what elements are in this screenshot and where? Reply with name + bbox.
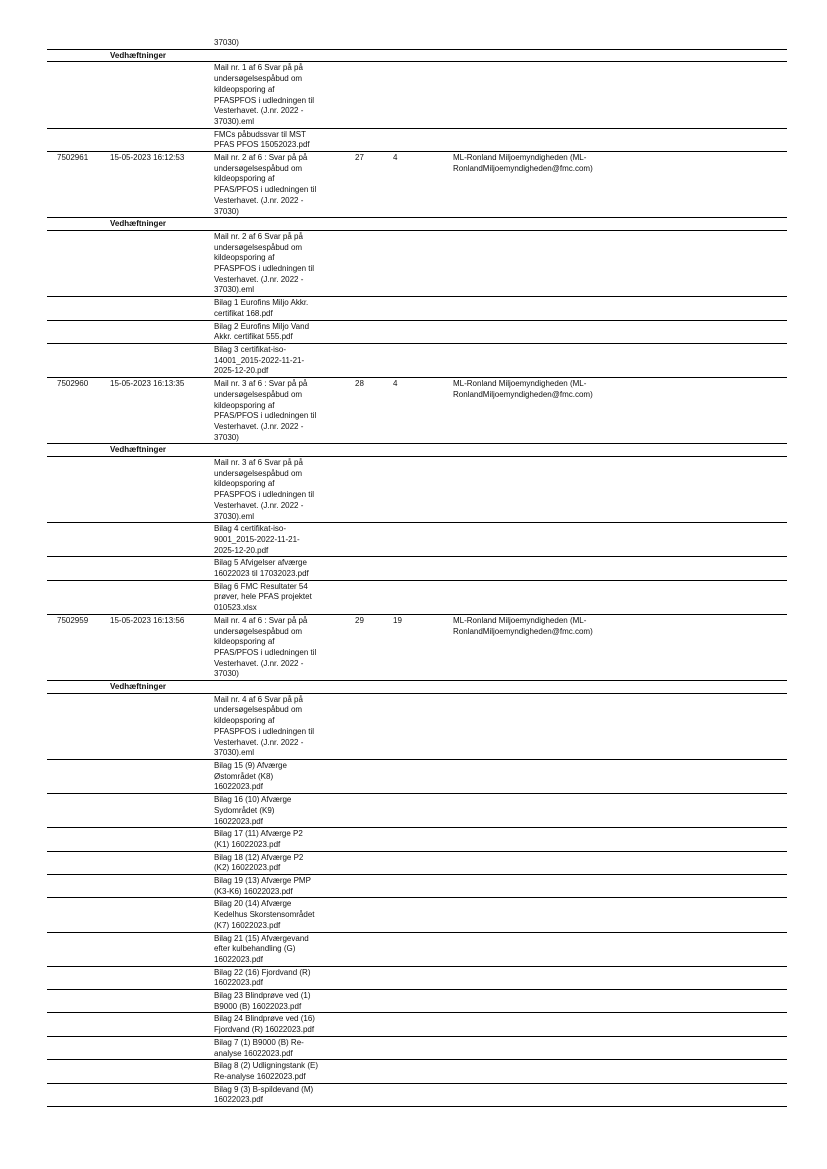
empty-cell	[350, 580, 390, 614]
empty-cell	[450, 851, 787, 874]
attachment-row	[47, 128, 787, 151]
attachments-header-row	[47, 49, 787, 62]
attachment-row	[47, 875, 787, 898]
attachment-name: Bilag 1 Eurofins Miljo Akkr. certifikat 168.pdf	[214, 298, 309, 318]
empty-cell	[47, 681, 107, 694]
empty-cell	[107, 932, 211, 966]
attachment-row	[47, 230, 787, 296]
empty-cell	[450, 343, 787, 377]
empty-cell	[390, 62, 450, 128]
empty-cell	[390, 523, 450, 557]
empty-cell	[350, 828, 390, 851]
empty-cell	[47, 557, 107, 580]
attachments-label: Vedhæftninger	[110, 682, 167, 692]
empty-cell	[107, 457, 211, 523]
empty-cell	[47, 966, 107, 989]
attachment-name: Bilag 15 (9) Afværge Østområdet (K8) 16022023.pdf	[214, 761, 287, 792]
empty-cell	[107, 851, 211, 874]
empty-cell	[450, 49, 787, 62]
record-subject: 37030)	[214, 38, 239, 47]
empty-cell	[450, 1036, 787, 1059]
attachment-name: Bilag 5 Afvigelser afværge 16022023 til 17032023.pdf	[214, 558, 309, 579]
empty-cell	[107, 523, 211, 557]
attachment-row	[47, 457, 787, 523]
empty-cell	[390, 966, 450, 989]
attachment-row	[47, 343, 787, 377]
empty-cell	[450, 681, 787, 694]
empty-cell	[107, 37, 211, 49]
attachment-row	[47, 1060, 787, 1083]
empty-cell	[107, 580, 211, 614]
attachment-row	[47, 794, 787, 828]
attachment-row	[47, 557, 787, 580]
empty-cell	[390, 37, 450, 49]
empty-cell	[450, 760, 787, 794]
attachment-name: Bilag 3 certifikat-iso- 14001_2015-2022-11-21- 2025-12-20.pdf	[214, 344, 305, 376]
record-number-b: 4	[393, 153, 398, 163]
empty-cell	[47, 990, 107, 1013]
record-sender: ML-Ronland Miljoemyndigheden (ML- RonlandMiljoemyndigheden@fmc.com)	[453, 153, 593, 173]
attachment-name: Bilag 17 (11) Afværge P2 (K1) 16022023.pdf	[214, 829, 303, 849]
empty-cell	[47, 523, 107, 557]
record-row	[47, 614, 787, 680]
empty-cell	[47, 62, 107, 128]
record-row	[47, 152, 787, 218]
attachment-name: Bilag 24 Blindprøve ved (16) Fjordvand (R) 16022023.pdf	[214, 1014, 315, 1035]
attachment-name: Bilag 21 (15) Afværgevand efter kulbehandling (G) 16022023.pdf	[214, 933, 309, 964]
empty-cell	[390, 297, 450, 320]
record-subject: Mail nr. 3 af 6 : Svar på på undersøgelsespåbud om kildeopsporing af PFAS/PFOS i udledningen til Vesterhavet. (J.nr. 2022 - 37030)	[214, 379, 317, 442]
empty-cell	[450, 320, 787, 343]
empty-cell	[350, 37, 390, 49]
empty-cell	[350, 343, 390, 377]
empty-cell	[390, 1013, 450, 1036]
record-row	[47, 37, 787, 49]
empty-cell	[390, 681, 450, 694]
empty-cell	[47, 828, 107, 851]
empty-cell	[390, 1036, 450, 1059]
empty-cell	[450, 37, 787, 49]
empty-cell	[107, 794, 211, 828]
empty-cell	[107, 898, 211, 932]
empty-cell	[390, 128, 450, 151]
empty-cell	[350, 693, 390, 759]
empty-cell	[107, 62, 211, 128]
empty-cell	[390, 1060, 450, 1083]
record-date: 15-05-2023 16:12:53	[110, 153, 185, 163]
empty-cell	[47, 875, 107, 898]
empty-cell	[350, 523, 390, 557]
attachment-name: Mail nr. 1 af 6 Svar på på undersøgelsespåbud om kildeopsporing af PFASPFOS i udledningen til Vesterhavet. (J.nr. 2022 - 37030).eml	[214, 63, 315, 126]
attachments-label: Vedhæftninger	[110, 219, 167, 229]
attachment-row	[47, 580, 787, 614]
empty-cell	[390, 343, 450, 377]
empty-cell	[47, 794, 107, 828]
attachment-name: Bilag 20 (14) Afværge Kedelhus Skorstensområdet (K7) 16022023.pdf	[214, 899, 315, 930]
empty-cell	[107, 1036, 211, 1059]
attachments-label: Vedhæftninger	[110, 445, 167, 455]
record-subject: Mail nr. 2 af 6 : Svar på på undersøgelsespåbud om kildeopsporing af PFAS/PFOS i udledningen til Vesterhavet. (J.nr. 2022 - 37030)	[214, 153, 317, 216]
empty-cell	[450, 990, 787, 1013]
attachment-row	[47, 828, 787, 851]
empty-cell	[450, 523, 787, 557]
attachment-name: Mail nr. 3 af 6 Svar på på undersøgelsespåbud om kildeopsporing af PFASPFOS i udledningen til Vesterhavet. (J.nr. 2022 - 37030).eml	[214, 458, 315, 521]
empty-cell	[450, 62, 787, 128]
record-sender: ML-Ronland Miljoemyndigheden (ML- RonlandMiljoemyndigheden@fmc.com)	[453, 379, 593, 399]
empty-cell	[390, 760, 450, 794]
record-number-b: 4	[393, 379, 398, 389]
attachment-name: Bilag 19 (13) Afværge PMP (K3-K6) 16022023.pdf	[214, 876, 311, 896]
empty-cell	[107, 320, 211, 343]
empty-cell	[47, 457, 107, 523]
attachment-name: Bilag 23 Blindprøve ved (1) B9000 (B) 16022023.pdf	[214, 991, 311, 1011]
empty-cell	[47, 1036, 107, 1059]
empty-cell	[390, 990, 450, 1013]
empty-cell	[47, 343, 107, 377]
empty-cell	[107, 828, 211, 851]
attachment-row	[47, 932, 787, 966]
empty-cell	[211, 218, 350, 231]
empty-cell	[107, 693, 211, 759]
empty-cell	[47, 444, 107, 457]
record-number-a: 27	[355, 153, 364, 163]
empty-cell	[47, 37, 107, 49]
empty-cell	[350, 760, 390, 794]
journal-listing-table	[47, 37, 787, 1107]
empty-cell	[47, 49, 107, 62]
record-id: 7502960	[57, 379, 89, 389]
attachment-name: Bilag 8 (2) Udligningstank (E) Re-analyse 16022023.pdf	[214, 1061, 319, 1081]
attachment-name: Bilag 18 (12) Afværge P2 (K2) 16022023.pdf	[214, 852, 304, 873]
attachment-name: Bilag 7 (1) B9000 (B) Re- analyse 16022023.pdf	[214, 1037, 304, 1058]
empty-cell	[350, 49, 390, 62]
attachment-name: Bilag 22 (16) Fjordvand (R) 16022023.pdf	[214, 967, 311, 988]
empty-cell	[390, 580, 450, 614]
empty-cell	[107, 343, 211, 377]
empty-cell	[450, 457, 787, 523]
empty-cell	[47, 218, 107, 231]
attachment-name: Bilag 9 (3) B-spildevand (M) 16022023.pdf	[214, 1084, 314, 1105]
attachment-row	[47, 1036, 787, 1059]
attachment-name: Mail nr. 4 af 6 Svar på på undersøgelsespåbud om kildeopsporing af PFASPFOS i udledningen til Vesterhavet. (J.nr. 2022 - 37030).eml	[214, 694, 315, 758]
empty-cell	[107, 128, 211, 151]
attachment-row	[47, 990, 787, 1013]
attachment-row	[47, 62, 787, 128]
empty-cell	[107, 230, 211, 296]
empty-cell	[350, 932, 390, 966]
empty-cell	[350, 875, 390, 898]
empty-cell	[450, 218, 787, 231]
attachments-label: Vedhæftninger	[110, 50, 167, 60]
empty-cell	[350, 1083, 390, 1106]
empty-cell	[390, 320, 450, 343]
attachment-name: Bilag 4 certifikat-iso- 9001_2015-2022-11-21- 2025-12-20.pdf	[214, 524, 300, 555]
empty-cell	[211, 681, 350, 694]
record-date: 15-05-2023 16:13:56	[110, 615, 185, 625]
empty-cell	[390, 875, 450, 898]
empty-cell	[450, 875, 787, 898]
empty-cell	[390, 898, 450, 932]
empty-cell	[107, 557, 211, 580]
record-number-a: 29	[355, 615, 364, 625]
empty-cell	[350, 320, 390, 343]
record-number-a: 28	[355, 379, 364, 389]
empty-cell	[350, 457, 390, 523]
attachment-name: Bilag 16 (10) Afværge Sydområdet (K9) 16022023.pdf	[214, 795, 292, 826]
empty-cell	[107, 966, 211, 989]
record-row	[47, 378, 787, 444]
empty-cell	[450, 693, 787, 759]
empty-cell	[350, 794, 390, 828]
record-sender: ML-Ronland Miljoemyndigheden (ML- RonlandMiljoemyndigheden@fmc.com)	[453, 615, 593, 636]
empty-cell	[390, 218, 450, 231]
empty-cell	[350, 230, 390, 296]
attachments-header-row	[47, 681, 787, 694]
attachment-row	[47, 760, 787, 794]
empty-cell	[350, 444, 390, 457]
empty-cell	[350, 681, 390, 694]
empty-cell	[450, 128, 787, 151]
empty-cell	[350, 898, 390, 932]
empty-cell	[47, 1083, 107, 1106]
attachment-name: Mail nr. 2 af 6 Svar på på undersøgelsespåbud om kildeopsporing af PFASPFOS i udledningen til Vesterhavet. (J.nr. 2022 - 37030).eml	[214, 231, 315, 295]
record-number-b: 19	[393, 615, 402, 625]
empty-cell	[107, 1013, 211, 1036]
empty-cell	[47, 693, 107, 759]
empty-cell	[350, 218, 390, 231]
empty-cell	[350, 1060, 390, 1083]
empty-cell	[350, 990, 390, 1013]
attachments-header-row	[47, 444, 787, 457]
journal-listing-body	[47, 37, 787, 1107]
empty-cell	[211, 49, 350, 62]
empty-cell	[107, 875, 211, 898]
empty-cell	[107, 297, 211, 320]
empty-cell	[450, 297, 787, 320]
empty-cell	[390, 444, 450, 457]
attachment-row	[47, 1013, 787, 1036]
attachment-row	[47, 693, 787, 759]
attachment-row	[47, 320, 787, 343]
empty-cell	[390, 828, 450, 851]
empty-cell	[450, 794, 787, 828]
empty-cell	[450, 932, 787, 966]
empty-cell	[47, 230, 107, 296]
empty-cell	[390, 794, 450, 828]
attachment-name: Bilag 2 Eurofins Miljo Vand Akkr. certifikat 555.pdf	[214, 321, 310, 342]
empty-cell	[450, 1083, 787, 1106]
empty-cell	[350, 128, 390, 151]
attachments-header-row	[47, 218, 787, 231]
record-id: 7502959	[57, 615, 89, 625]
empty-cell	[47, 580, 107, 614]
attachment-name: Bilag 6 FMC Resultater 54 prøver, hele PFAS projektet 010523.xlsx	[214, 581, 312, 613]
empty-cell	[450, 444, 787, 457]
empty-cell	[390, 49, 450, 62]
empty-cell	[107, 1083, 211, 1106]
empty-cell	[47, 851, 107, 874]
empty-cell	[450, 230, 787, 296]
empty-cell	[107, 990, 211, 1013]
empty-cell	[47, 297, 107, 320]
empty-cell	[47, 1060, 107, 1083]
empty-cell	[350, 557, 390, 580]
empty-cell	[390, 693, 450, 759]
empty-cell	[450, 580, 787, 614]
attachment-row	[47, 966, 787, 989]
empty-cell	[47, 932, 107, 966]
empty-cell	[350, 966, 390, 989]
empty-cell	[47, 320, 107, 343]
empty-cell	[350, 851, 390, 874]
empty-cell	[47, 1013, 107, 1036]
attachment-name: FMCs påbudssvar til MST PFAS PFOS 15052023.pdf	[214, 129, 310, 150]
empty-cell	[350, 62, 390, 128]
empty-cell	[450, 557, 787, 580]
empty-cell	[350, 297, 390, 320]
empty-cell	[47, 898, 107, 932]
empty-cell	[107, 760, 211, 794]
attachment-row	[47, 523, 787, 557]
record-date: 15-05-2023 16:13:35	[110, 379, 185, 389]
attachment-row	[47, 1083, 787, 1106]
empty-cell	[47, 760, 107, 794]
empty-cell	[211, 444, 350, 457]
record-id: 7502961	[57, 153, 89, 163]
empty-cell	[450, 1060, 787, 1083]
attachment-row	[47, 898, 787, 932]
empty-cell	[450, 898, 787, 932]
empty-cell	[390, 557, 450, 580]
empty-cell	[390, 1083, 450, 1106]
empty-cell	[450, 828, 787, 851]
attachment-row	[47, 851, 787, 874]
empty-cell	[390, 851, 450, 874]
attachment-row	[47, 297, 787, 320]
empty-cell	[107, 1060, 211, 1083]
empty-cell	[47, 128, 107, 151]
empty-cell	[450, 966, 787, 989]
empty-cell	[390, 230, 450, 296]
empty-cell	[390, 457, 450, 523]
record-subject: Mail nr. 4 af 6 : Svar på på undersøgelsespåbud om kildeopsporing af PFAS/PFOS i udledningen til Vesterhavet. (J.nr. 2022 - 37030)	[214, 615, 317, 679]
empty-cell	[350, 1013, 390, 1036]
empty-cell	[350, 1036, 390, 1059]
empty-cell	[390, 932, 450, 966]
empty-cell	[450, 1013, 787, 1036]
